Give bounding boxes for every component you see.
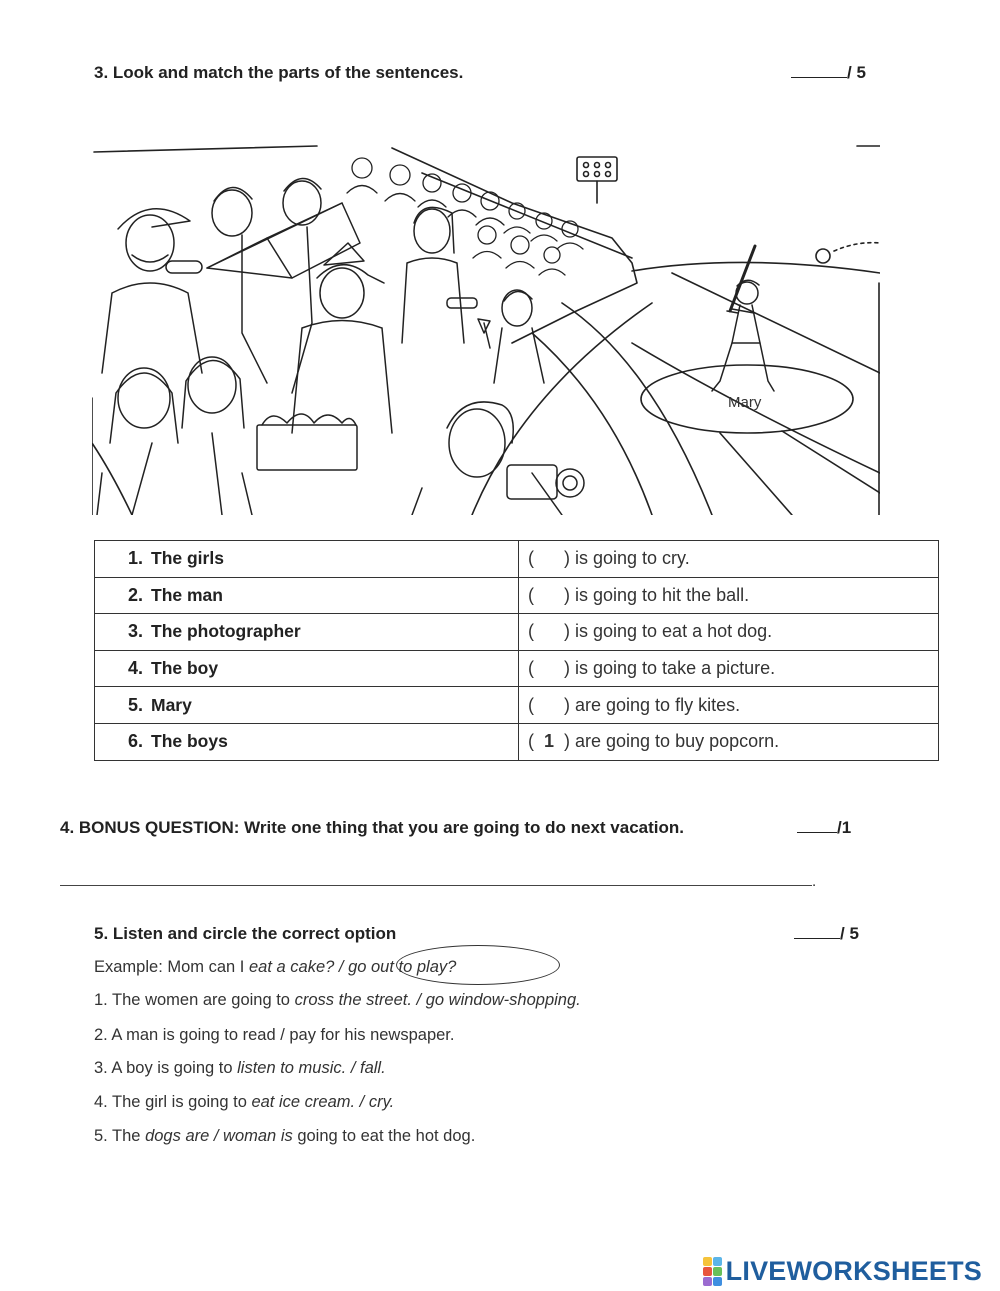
section3-score-blank[interactable] xyxy=(791,63,847,78)
match-row xyxy=(95,687,939,724)
example-option-2[interactable]: go out to play? xyxy=(348,958,457,976)
match-row xyxy=(95,650,939,687)
open-paren: ( xyxy=(528,584,534,605)
match-predicate-cell xyxy=(519,577,939,614)
crowd xyxy=(347,158,583,275)
item-option-1[interactable]: cross the street. / xyxy=(294,991,426,1009)
open-paren: ( xyxy=(528,694,534,715)
liveworksheets-logo xyxy=(703,1253,982,1289)
section3-score: / 5 xyxy=(791,63,866,83)
baseball xyxy=(816,249,830,263)
match-subject-cell xyxy=(95,577,519,614)
example-option-1[interactable]: eat a cake? / xyxy=(248,958,344,976)
mary-label: Mary xyxy=(728,394,762,411)
item-prefix: 5. The xyxy=(94,1127,146,1145)
section4-title: 4. BONUS QUESTION: Write one thing that you are going to do next vacation. xyxy=(60,818,685,837)
item-prefix: 2. A man is going to read / pay for his newspaper. xyxy=(94,1026,455,1044)
logo-tile xyxy=(703,1267,712,1276)
match-row xyxy=(95,723,939,760)
section3-title: 3. Look and match the parts of the sentences. xyxy=(94,63,464,82)
popcorn-boy xyxy=(257,243,392,470)
item-prefix: 1. The women are going to xyxy=(94,991,295,1009)
woman-with-hotdog xyxy=(402,207,477,343)
match-number: 1. xyxy=(127,548,143,569)
logo-tile xyxy=(713,1267,722,1276)
open-paren: ( xyxy=(528,658,534,679)
match-answer-input[interactable]: 1 xyxy=(543,731,554,752)
listen-item xyxy=(94,991,581,1010)
listen-item xyxy=(94,1093,394,1112)
match-subject-cell xyxy=(95,723,519,760)
listen-item xyxy=(94,1059,386,1078)
match-subject: The man xyxy=(151,584,223,605)
popcorn-box xyxy=(257,425,357,470)
match-row xyxy=(95,541,939,578)
match-predicate: ) are going to buy popcorn. xyxy=(564,731,780,752)
crying-boy xyxy=(478,290,544,383)
item-option-1[interactable]: dogs are / woman is xyxy=(145,1127,293,1145)
photographer xyxy=(412,402,584,515)
section4-score: /1 xyxy=(797,818,851,838)
open-paren: ( xyxy=(528,548,534,569)
match-predicate: ) is going to hit the ball. xyxy=(564,584,750,605)
match-predicate: ) is going to take a picture. xyxy=(564,658,776,679)
match-number: 5. xyxy=(127,694,143,715)
match-predicate: ) is going to eat a hot dog. xyxy=(564,621,773,642)
match-number: 3. xyxy=(127,621,143,642)
logo-tile xyxy=(703,1257,712,1266)
match-predicate-cell xyxy=(519,650,939,687)
match-subject-cell xyxy=(95,687,519,724)
listen-item xyxy=(94,1026,454,1045)
logo-tile xyxy=(713,1277,722,1286)
stadium-illustration xyxy=(92,143,880,515)
match-number: 2. xyxy=(127,584,143,605)
open-paren: ( xyxy=(528,731,534,752)
logo-tiles-icon xyxy=(703,1257,722,1286)
match-predicate: ) are going to fly kites. xyxy=(564,694,741,715)
logo-tile xyxy=(703,1277,712,1286)
item-prefix: 4. The girl is going to xyxy=(94,1093,252,1111)
camera xyxy=(507,465,557,499)
example-circle xyxy=(396,945,560,985)
item-option-1[interactable]: eat ice cream. / cry. xyxy=(251,1093,395,1111)
example-sentence: Example: Mom can I eat a cake? / go out to play? xyxy=(94,958,457,976)
match-subject-cell xyxy=(95,541,519,578)
match-predicate-cell xyxy=(519,614,939,651)
logo-tile xyxy=(713,1257,722,1266)
bonus-answer-end: . xyxy=(812,873,817,890)
item-option-2[interactable]: go window-shopping. xyxy=(425,991,581,1009)
listen-item xyxy=(94,1127,475,1146)
item-suffix: going to eat the hot dog. xyxy=(292,1127,476,1145)
brand-name: LIVEWORKSHEETS xyxy=(725,1255,982,1286)
match-subject: The boy xyxy=(151,658,219,679)
match-subject: The girls xyxy=(151,548,224,569)
section5-score-blank[interactable] xyxy=(794,924,840,939)
section5-title: 5. Listen and circle the correct option xyxy=(94,924,397,943)
match-subject-cell xyxy=(95,650,519,687)
match-row xyxy=(95,614,939,651)
section5-score: / 5 xyxy=(794,924,859,944)
frame-line-top xyxy=(94,146,317,152)
match-predicate-cell xyxy=(519,687,939,724)
kite-kids xyxy=(207,178,360,393)
match-subject: Mary xyxy=(151,694,192,715)
man-eating-hotdog xyxy=(102,209,202,373)
stadium-light xyxy=(577,157,617,203)
open-paren: ( xyxy=(528,621,534,642)
match-row xyxy=(95,577,939,614)
match-subject: The boys xyxy=(151,731,228,752)
batter-mary xyxy=(712,246,774,391)
kite xyxy=(207,203,360,278)
match-number: 6. xyxy=(127,731,143,752)
match-predicate-cell xyxy=(519,541,939,578)
item-prefix: 3. A boy is going to xyxy=(94,1059,238,1077)
matching-table xyxy=(94,540,939,761)
match-subject-cell xyxy=(95,614,519,651)
bonus-answer-line[interactable] xyxy=(60,885,812,886)
match-number: 4. xyxy=(127,658,143,679)
match-predicate: ) is going to cry. xyxy=(564,548,690,569)
item-option-1[interactable]: listen to music. / fall. xyxy=(237,1059,386,1077)
section4-score-blank[interactable] xyxy=(797,818,837,833)
match-subject: The photographer xyxy=(151,621,301,642)
match-predicate-cell xyxy=(519,723,939,760)
